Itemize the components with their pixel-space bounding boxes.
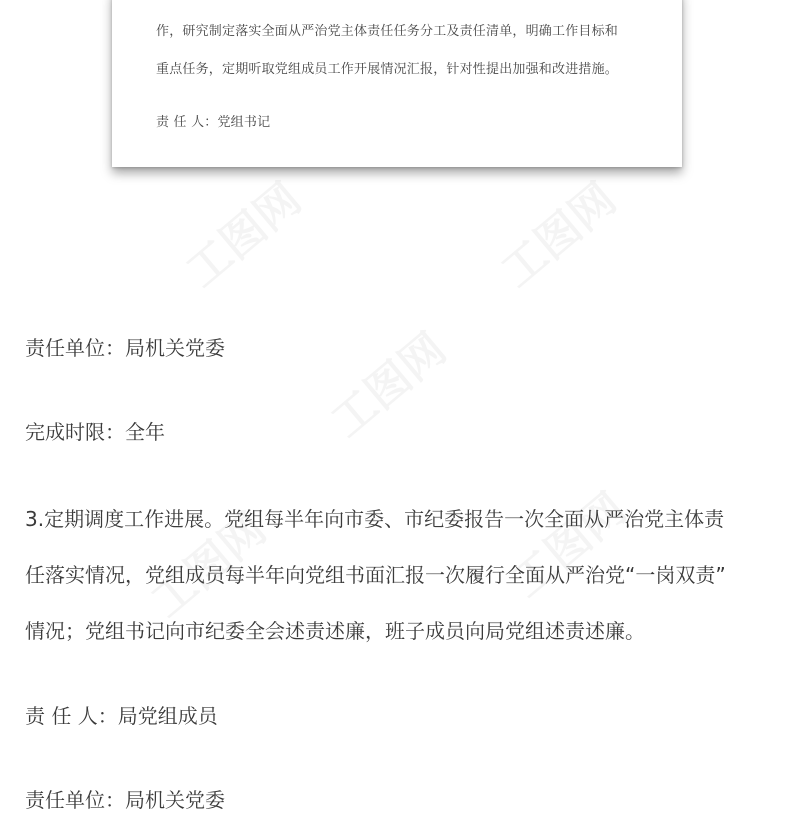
paragraph-line: 3.定期调度工作进展。党组每半年向市委、市纪委报告一次全面从严治党主体责 [25,507,725,531]
watermark [315,315,457,449]
card-responsible-person: 责 任 人：党组书记 [156,115,271,130]
paragraph-line: 情况；党组书记向市纪委全会述责述廉，班子成员向局党组述责述廉。 [25,619,645,643]
completion-deadline: 完成时限：全年 [25,420,165,444]
excerpt-card [112,0,682,167]
watermark [170,165,312,299]
responsible-person: 责 任 人：局党组成员 [25,704,218,728]
watermark [485,165,627,299]
card-text-line: 重点任务，定期听取党组成员工作开展情况汇报，针对性提出加强和改进措施。 [156,62,619,77]
responsible-unit: 责任单位：局机关党委 [25,336,225,360]
watermark [495,475,637,609]
responsible-unit: 责任单位：局机关党委 [25,788,225,812]
card-text-line: 作，研究制定落实全面从严治党主体责任任务分工及责任清单，明确工作目标和 [156,24,619,39]
paragraph-line: 任落实情况，党组成员每半年向党组书面汇报一次履行全面从严治党“一岗双责” [25,563,726,587]
